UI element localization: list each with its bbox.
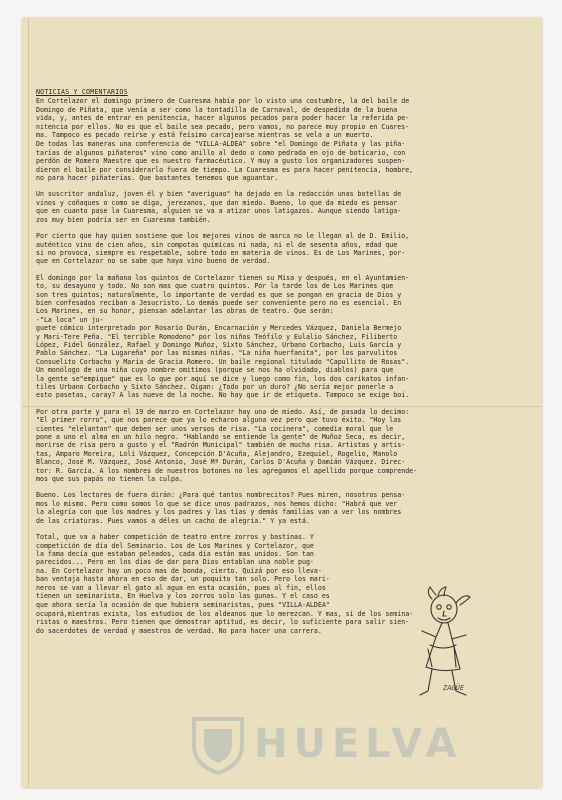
paragraph-4: Por cierto que hay quien sostiene que los mejores vinos de marca no le llegan al de D. Emilio, auténtico vino de cien años, sin compotas químicas ni nada, ni el de sesenta años, edad que si no provoca, siempre es respetable, sobre todo en materia de vinos. Es de Los Marines, por- que en Cortelazor no se sabe que haya vino bueno de verdad. (36, 232, 410, 266)
archive-watermark (190, 715, 490, 785)
author-signature: ZAGÜE (443, 684, 465, 692)
watermark-text: HUELVA (254, 721, 463, 767)
paragraph-2: De todas las maneras una conferencia de "VILLA-ALDEA" sobre "el Domingo de Piñata y las piña- tarías de algunos piñateros" vino como anillo al dedo o como pedrada en ojo de boticario, con perdón de Romero Maestre que es nuestro farmacéutico. Y muy a gusto los organizadores suspen- dieron el baile por considerarlo fuera de tiempo. La Cuaresma es para hacer penitencia, hombre, no para hacer piñaterías. Que bastantes tenemos que aguantar. (36, 140, 414, 183)
article-heading: NOTICIAS Y COMENTARIOS (36, 88, 128, 96)
paragraph-1: En Cortelazor el domingo primero de Cuaresma había por lo visto una costumbre, la del baile de Domingo de Piñata, que venía a ser como la tontadilla de Carnaval, de despedida de la buena vida, y, antes de entrar en penitencia, hacer algunos pecados para poder hacer la referida pe- nitencia por ellos. No es que el baile sea pecado, pero vamos, no parece muy propio en Cuares- ma. Tampoco es pecado reirse y está feísimo carcajearse mientras se vela a un muerto. (36, 97, 410, 140)
paragraph-7: Bueno. Los lectores de fuera dirán: ¿Para qué tantos nombrecitos? Pues miren, nosotros pensa- mos lo mismo. Pero como somos lo que se dice unos padrazos, nos hemos dicho: "Habrá que ver la alegría con que los madres y los padres y las tías y demás familias van a ver los nombres de las criaturas. Pues vamos a déles un cacho de alegría." Y ya está. (36, 491, 406, 525)
watermark-shield-icon (190, 715, 246, 777)
paragraph-3: Un suscritor andaluz, joven él y bien "averiguao" ha dejado en la redacción unas botellas de vinos y coñaques o como se diga, jerezanos, que dan miedo. Bueno, lo que da miedo es pensar que en cuanto pase la Cuaresma, alguien se va a atizar unos latigazos. Aunque siendo latiga- zos muy bien podría ser en Cuaresma también. (36, 190, 402, 224)
fold-line-vertical (28, 18, 29, 788)
paragraph-6: Por otra parte y para el 19 de marzo en Cortelazor hay una de miedo. Así, de pasada lo decimo: "El primer rorro", que nos parece que ya lo echaron alguna vez pero que tuvo éxito. "Hoy las cientes "elelantan" que deben ser unos versos de risa. "La cocinera", comedia moral que le pone a uno el alma en un hilo negro. "Hablando se entiende la gente" de Muñoz Seca, es decir, morirse de risa pero a gusto y el "Radrón Municipal" también de mucha risa. Artistas y artis- tas, Amparo Moreira, Loli Vázquez, Concepción D'Acuña, Alejandro, Ezequiel, Rogelio, Manolo Blanco, José M. Vázquez, José Antonio, José Mª Durán, Carlos D'Acuña y Damián Vázquez. Direc- tor: R. García. A los nombres de nuestros botones no les agregamos el apellido porque comprende- mos que sus papás no tienen la culpa. (36, 407, 418, 484)
paragraph-9: que ahora sería la ocasión de que hubiera seminaristas, pues "VILLA-ALDEA" ocupará,mientras exista, los estudios de los aldeanos que lo merezcan. Y mas, si de los semina- ristas o maestros. Pero tienen que demostrar aptitud, es decir, lo suficiente para salir sien- do sacerdotes de verdad y maestros de verdad. No para hacer una carrera. (36, 601, 414, 635)
paragraph-8: Total, que va a haber competición de teatro entre zorros y bastinas. Y competición de día del Seminario. Los de Los Marines y Cortelazor, que la fama decía que estaban peleados, cada día están mas unidos. Son tan parecidos... Pero en los días de dar para Dios entablan una noble pug- na. En Cortelazor hay un poco mas de bonda, cierto. Quizá por eso lleva- ban ventaja hasta ahora en eso de dar, un poquito tan solo. Pero los mari- neros se van a llevar el gato al agua en esta ocasión, pues al fin, ellos tienen un seminarista. En Huelva y los zorros solo las gunas. Y el caso es (36, 533, 330, 600)
article-body (36, 88, 504, 643)
paragraph-5: El domingo por la mañana los quintos de Cortelazor tienen su Misa y después, en el Ayuntamien- to, su desayuno y todo. No son mas que cuatro quintos. Por la tarde los de Los Marines que son tres quintos; naturalmente, lo importante de verdad es que se pongan en gracia de Dios y bien confesados reciban a Jesucristo. Lo demás puede ser conveniente pero no es esencial. En Los Marines, en su honor, piensan adelantar las obras de teatro. Que serán: -"La loca" un ju- guete cómico interpretado por Rosario Durán, Encarnación y Mercedes Vázquez, Daniela Bermejo y Mari-Tere Peña. "El terrible Romodono" por los niños Teófilo y Eulalio Sánchez, Filiberto López, Fidel González, Rafael y Domingo Muñoz, Sixto Sánchez, Urbano Corbacho, Luis García y Pablo Sánchez. "La Lugareña" por las mismas niñas. "La niña huerfanita", por los parvulitos Consuelito Corbacho y María de Gracia Romero. Un baile regional titulado "Capullito de Rosas". Un monólogo de una niña cuyo nombre omitimos (porque se nos ha olvidado, diablos) para que la gente se"empique" que es lo que por aquí se dice y luego como fin, los dos carikatos infan- tiles Urbano Corbacho y Sixto Sánchez. Oigan: ¿Todo por un duro? ¿No sería mejor ponerle a esto pasetas, caray? A las nueve de la noche. No hay que ir de etiqueta. Tampoco se exige boi. (36, 273, 410, 400)
